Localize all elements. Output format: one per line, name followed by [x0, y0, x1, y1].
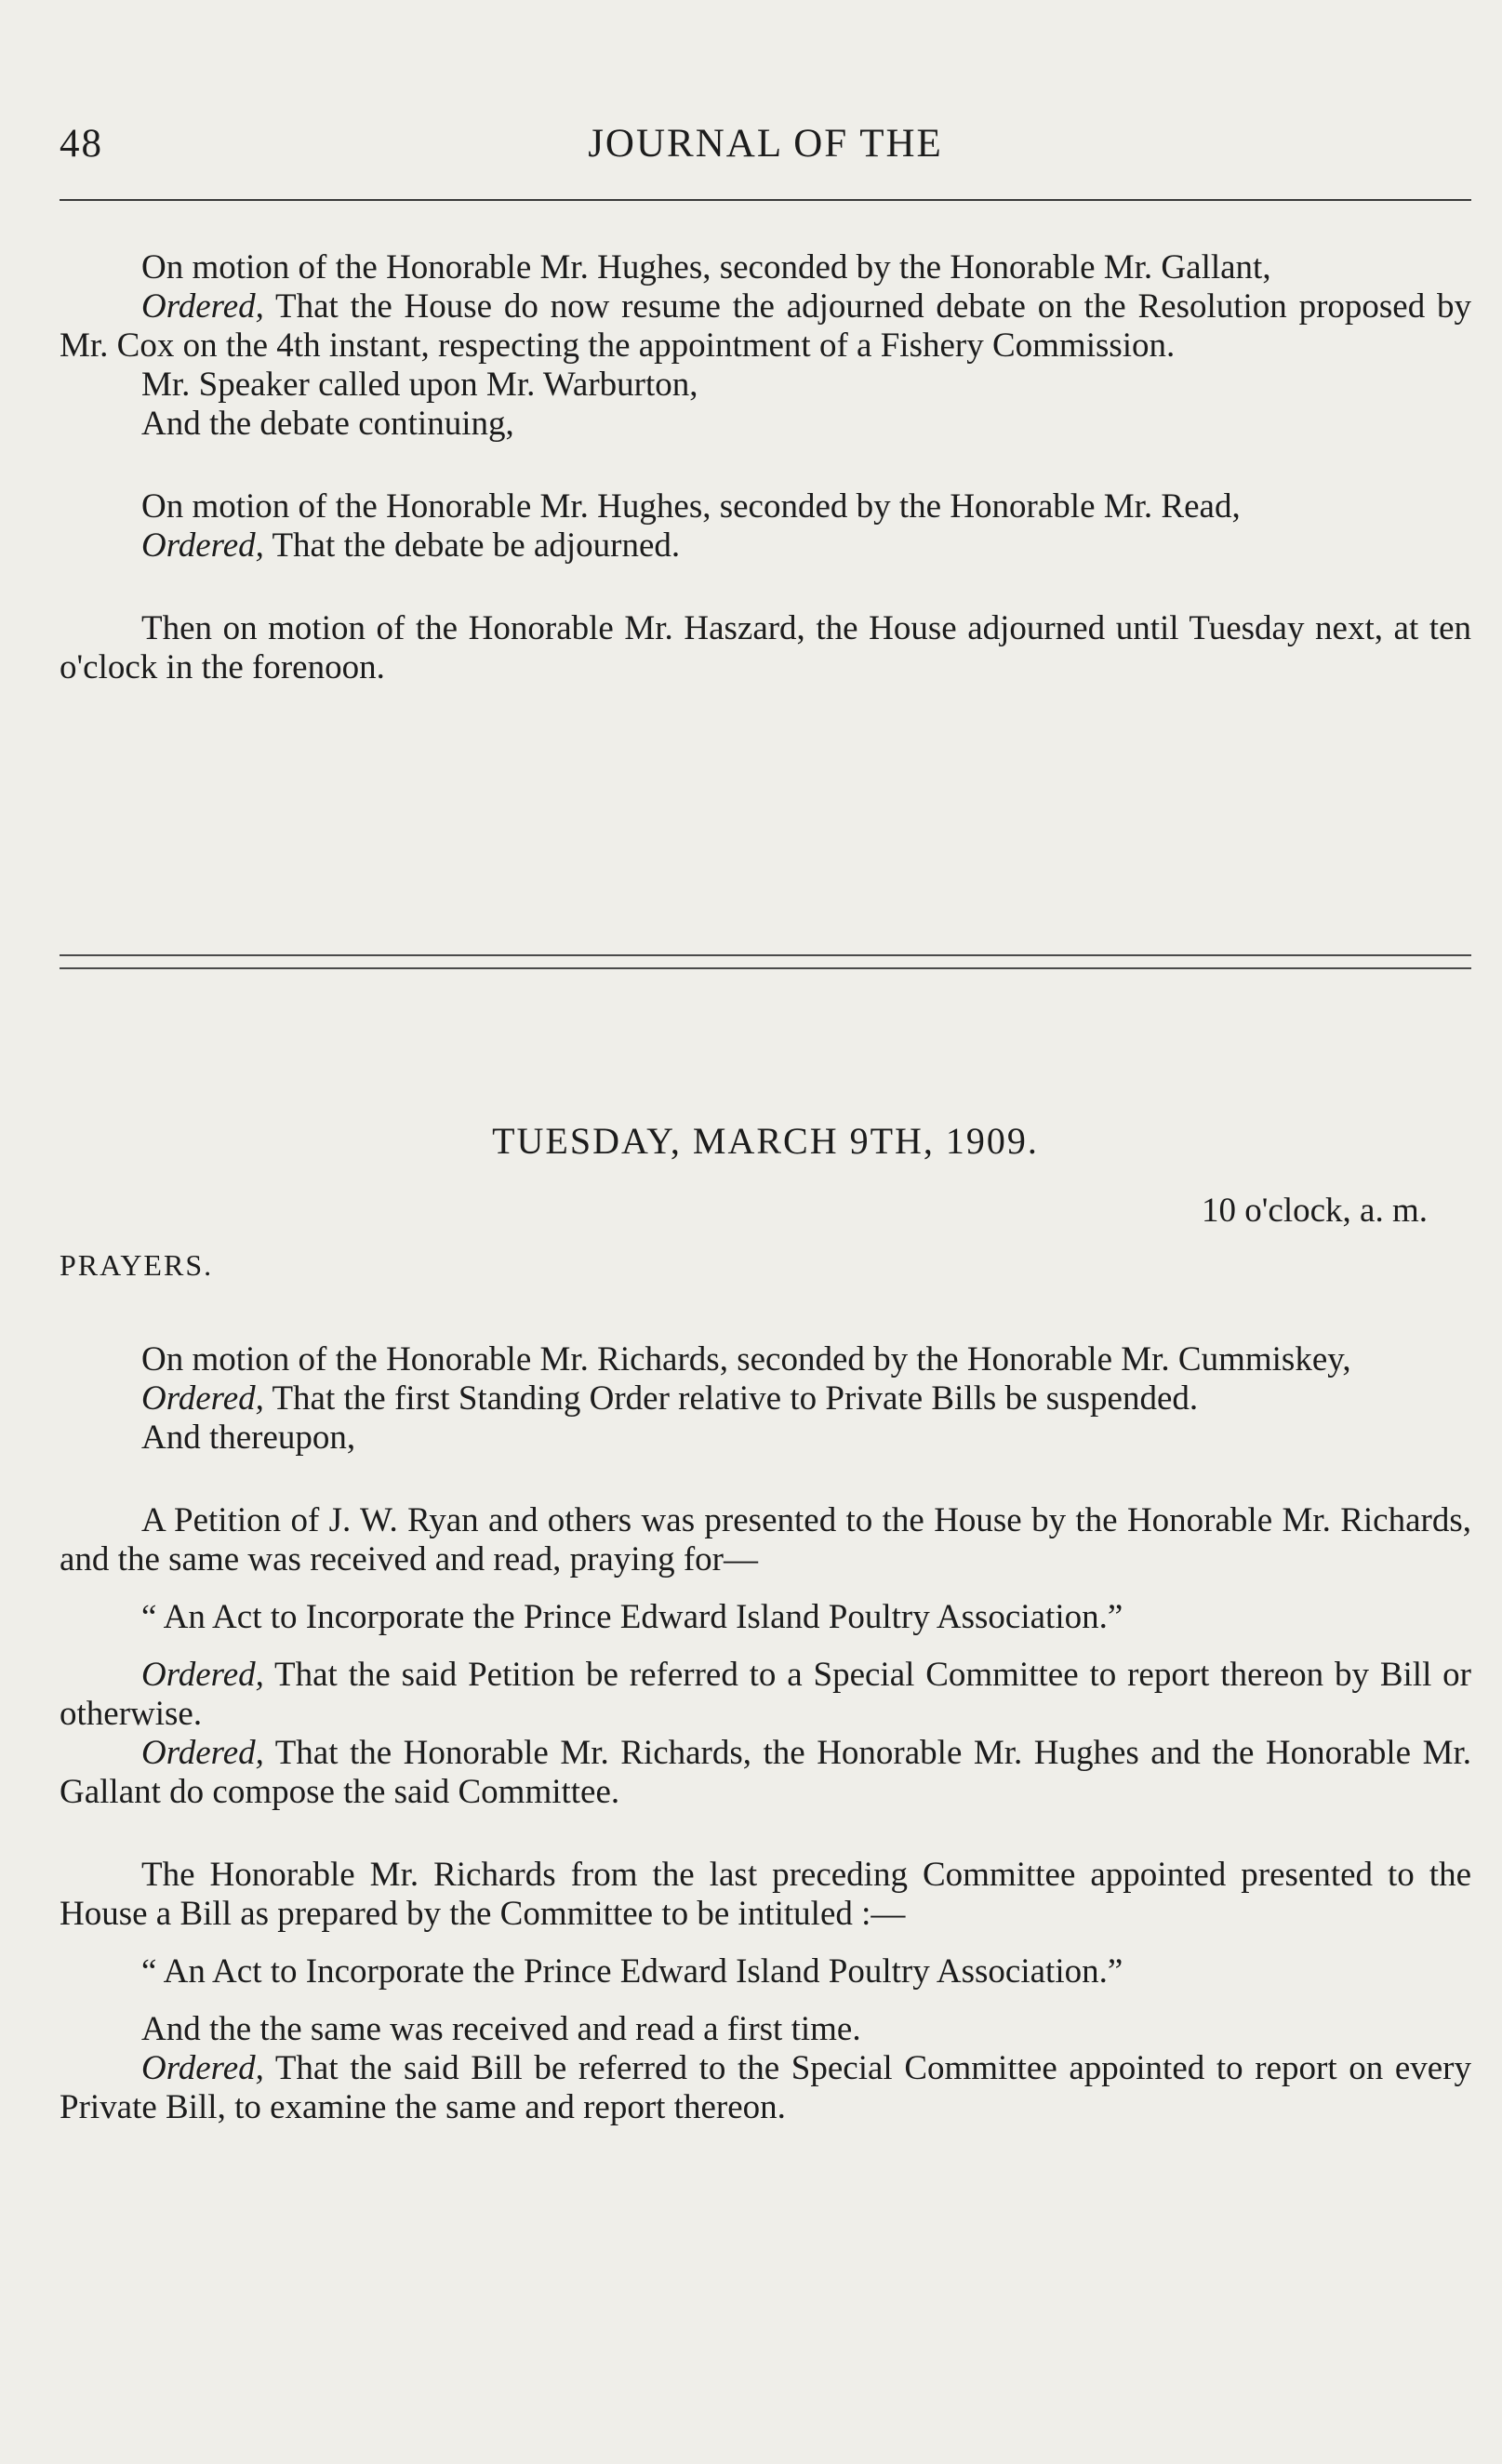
debate-paragraph: And the debate continuing,	[141, 405, 514, 443]
adjournment-paragraph: Then on motion of the Honorable Mr. Haszard, the House adjourned until Tuesday next, at ten o'clock in the forenoon.	[60, 609, 1471, 686]
ordered-paragraph	[60, 287, 1471, 366]
motion-paragraph: On motion of the Honorable Mr. Hughes, seconded by the Honorable Mr. Read,	[141, 487, 1241, 526]
ordered-label: Ordered,	[141, 1656, 264, 1694]
ordered-label: Ordered,	[141, 2049, 264, 2087]
ordered-label: Ordered,	[141, 1379, 264, 1418]
running-head	[60, 121, 1471, 177]
ordered-text: That the said Petition be referred to a Special Committee to report thereon by Bill or otherwise.	[60, 1656, 1471, 1733]
thereupon-paragraph: And thereupon,	[141, 1418, 356, 1457]
session-date-heading: TUESDAY, MARCH 9TH, 1909.	[492, 1120, 1039, 1162]
ordered-paragraph	[60, 2049, 1471, 2127]
petition-paragraph: A Petition of J. W. Ryan and others was presented to the House by the Honorable Mr. Richards, and the same was received and read, praying for—	[60, 1501, 1471, 1578]
ordered-paragraph	[60, 1656, 1471, 1734]
act-title: “ An Act to Incorporate the Prince Edward Island Poultry Association.”	[141, 1952, 1123, 1991]
ordered-text: That the said Bill be referred to the Special Committee appointed to report on every Private Bill, to examine the same and report thereon.	[60, 2049, 1471, 2126]
ordered-label: Ordered,	[141, 1734, 264, 1772]
ordered-text: That the House do now resume the adjourned debate on the Resolution proposed by Mr. Cox on the 4th instant, respecting the appointment of a Fishery Commission.	[60, 287, 1471, 365]
header-rule	[60, 199, 1471, 201]
ordered-text: That the first Standing Order relative to Private Bills be suspended.	[263, 1379, 1199, 1418]
page-title: JOURNAL OF THE	[588, 122, 943, 166]
ordered-text: That the Honorable Mr. Richards, the Honorable Mr. Hughes and the Honorable Mr. Gallant do compose the said Committee.	[60, 1734, 1471, 1811]
ordered-paragraph	[60, 1734, 1471, 1812]
session-time: 10 o'clock, a. m.	[1202, 1192, 1428, 1230]
speaker-paragraph: Mr. Speaker called upon Mr. Warburton,	[141, 366, 698, 404]
proceedings-section-2	[60, 1340, 1471, 2127]
ordered-label: Ordered,	[141, 526, 264, 565]
page-number: 48	[60, 122, 103, 166]
act-title: “ An Act to Incorporate the Prince Edward Island Poultry Association.”	[141, 1598, 1123, 1636]
ordered-paragraph	[60, 526, 1471, 566]
ordered-label: Ordered,	[141, 287, 264, 326]
ordered-paragraph	[60, 1379, 1471, 1418]
motion-paragraph: On motion of the Honorable Mr. Richards, seconded by the Honorable Mr. Cummiskey,	[141, 1340, 1351, 1379]
proceedings-section-1	[60, 248, 1471, 687]
section-divider	[60, 954, 1471, 969]
bill-presented-paragraph: The Honorable Mr. Richards from the last preceding Committee appointed presented to the House a Bill as prepared by the Committee to be intituled :—	[60, 1856, 1471, 1933]
prayers-label: PRAYERS.	[60, 1248, 214, 1282]
first-reading-paragraph: And the the same was received and read a first time.	[141, 2010, 861, 2048]
motion-paragraph: On motion of the Honorable Mr. Hughes, seconded by the Honorable Mr. Gallant,	[141, 248, 1271, 286]
ordered-text: That the debate be adjourned.	[263, 526, 681, 565]
